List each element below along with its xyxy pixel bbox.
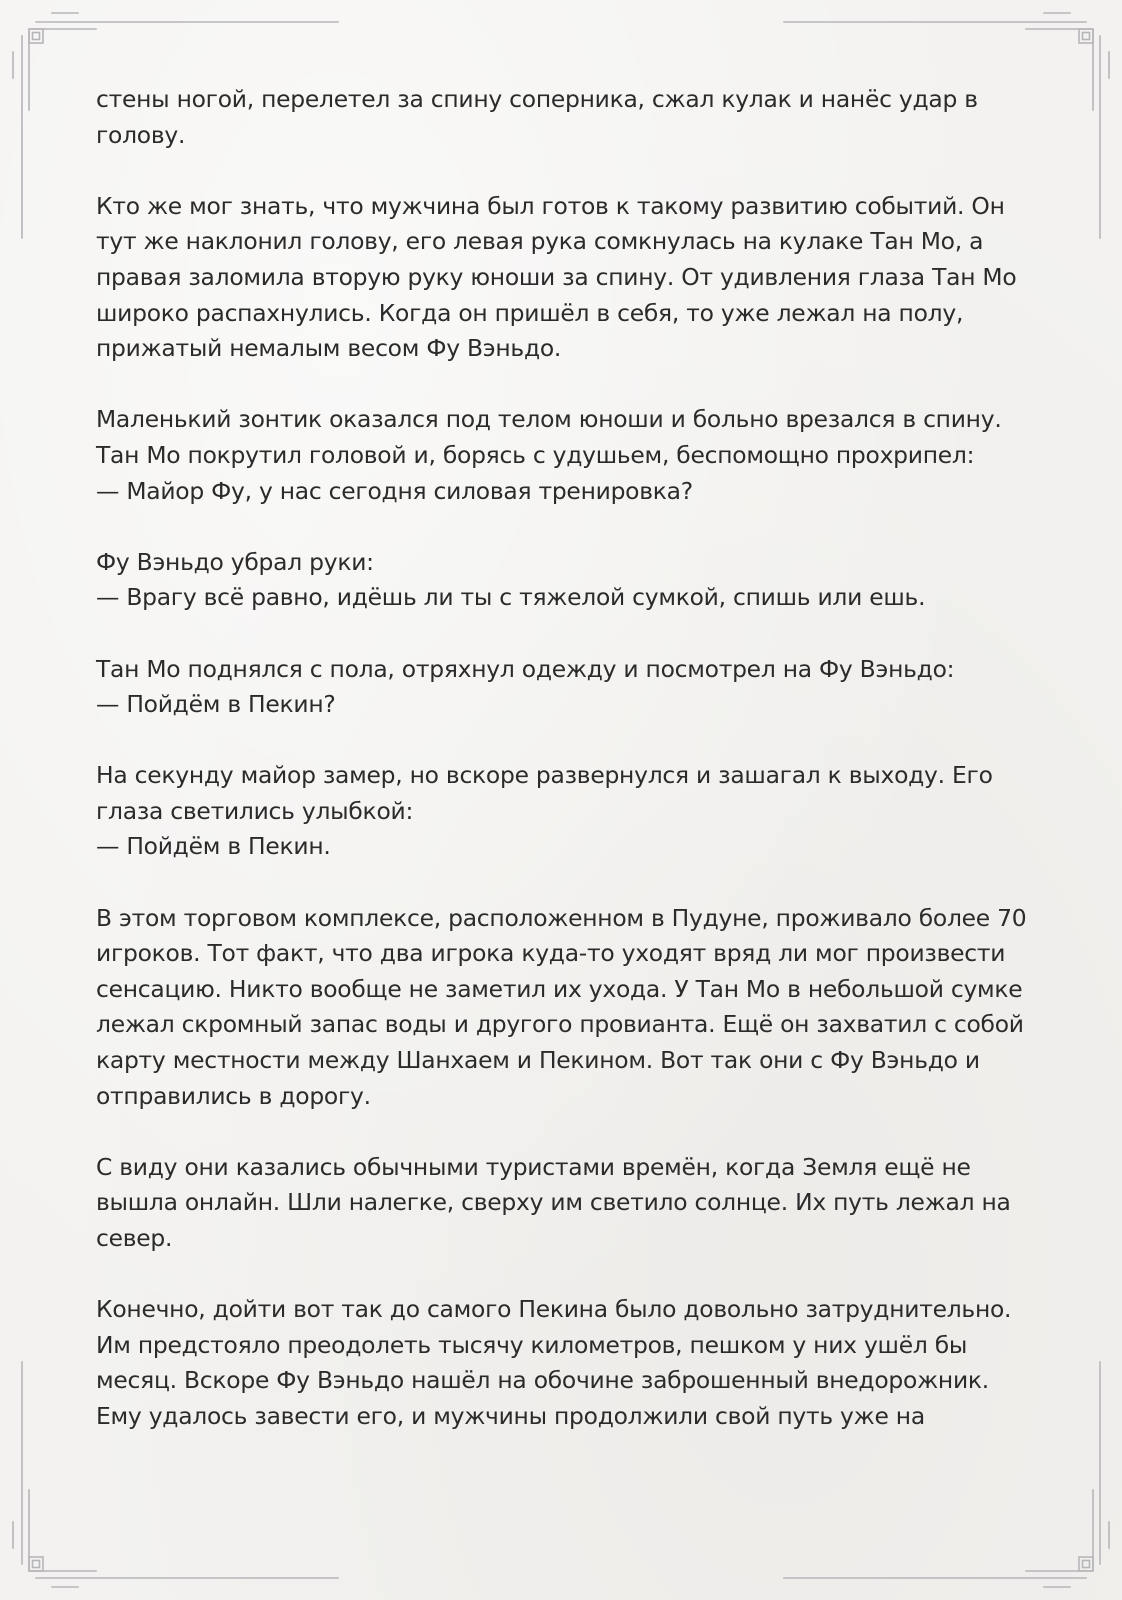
paragraph-3: Маленький зонтик оказался под телом юноши и больно врезался в спину. Тан Мо покрутил головой и, борясь с удушьем, беспомощно прохрипел: — Майор Фу, у нас сегодня силовая тренировка? [96, 405, 1002, 505]
paragraph-5: Тан Мо поднялся с пола, отряхнул одежду и посмотрел на Фу Вэньдо: — Пойдём в Пекин? [96, 654, 955, 719]
paragraph-2: Кто же мог знать, что мужчина был готов к такому развитию событий. Он тут же наклонил голову, его левая рука сомкнулась на кулаке Тан Мо, а правая заломила вторую руку юноши за спину. От удивления глаза Тан Мо широко распахнулись. Когда он пришёл в себя, то уже лежал на полу, прижатый немалым весом Фу Вэньдо. [96, 191, 1024, 363]
paragraph-9: Конечно, дойти вот так до самого Пекина было довольно затруднительно. Им предстояло преодолеть тысячу километров, пешком у них ушёл бы месяц. Вскоре Фу Вэньдо нашёл на обочине заброшенный внедорожник. Ему удалось завести его, и мужчины продолжили свой путь уже на [96, 1295, 1019, 1430]
paragraph-4: Фу Вэньдо убрал руки: — Врагу всё равно, идёшь ли ты с тяжелой сумкой, спишь или ешь. [96, 547, 926, 612]
paragraph-1: стены ногой, перелетел за спину соперника, сжал кулак и нанёс удар в голову. [96, 85, 985, 149]
paragraph-7: В этом торговом комплексе, расположенном в Пудуне, проживало более 70 игроков. Тот факт, что два игрока куда-то уходят вряд ли мог произвести сенсацию. Никто вообще не заметил их ухода. У Тан Мо в небольшой сумке лежал скромный запас воды и другого провианта. Ещё он захватил с собой карту местности между Шанхаем и Пекином. Вот так они с Фу Вэньдо и отправились в дорогу. [96, 903, 1034, 1110]
paragraph-6: На секунду майор замер, но вскоре развернулся и зашагал к выходу. Его глаза светились улыбкой: — Пойдём в Пекин. [96, 761, 993, 861]
document-body [96, 82, 1036, 1435]
paragraph-8: С виду они казались обычными туристами времён, когда Земля ещё не вышла онлайн. Шли налегке, сверху им светило солнце. Их путь лежал на север. [96, 1152, 1018, 1252]
